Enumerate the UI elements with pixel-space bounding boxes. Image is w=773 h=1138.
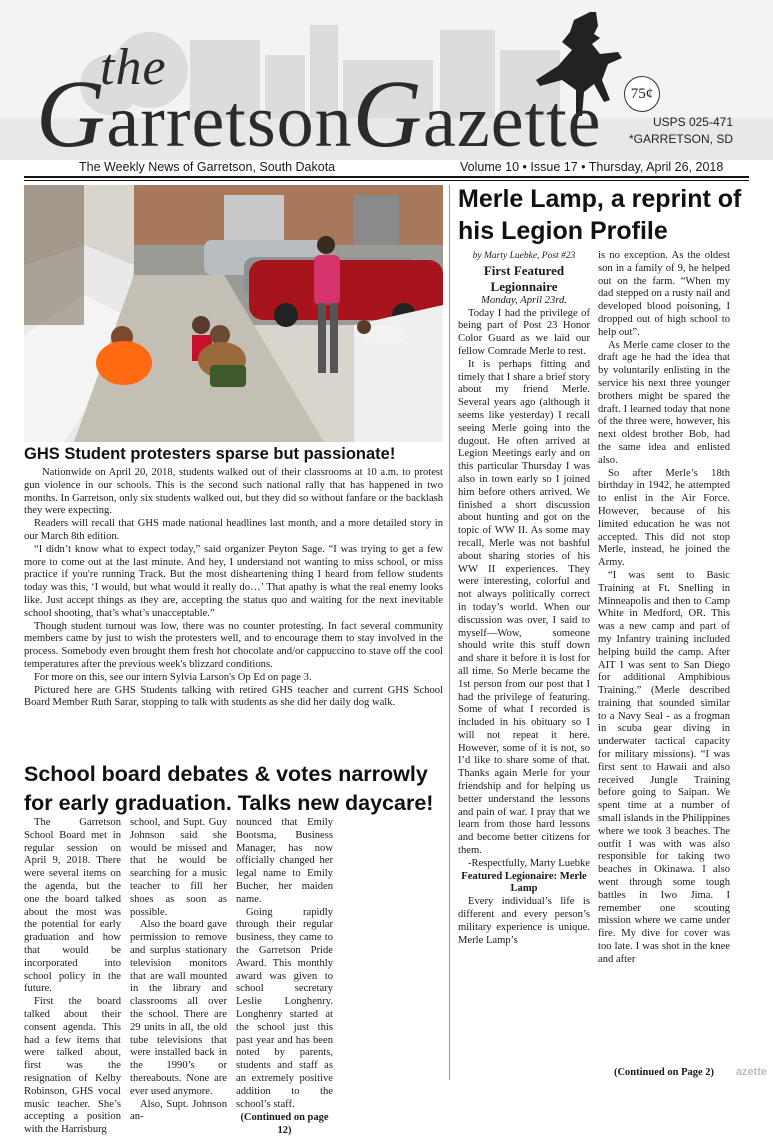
board-paragraph: The Garretson School Board met in regular session on April 9, 2018. There were several items on the agenda, but the one the board talked about the most was the potential for early graduation and how that would be incorporated into school policy in the future.	[24, 817, 121, 995]
merle-subhead: First Featured Legionnaire	[483, 262, 565, 294]
board-column-2	[130, 817, 227, 1123]
board-paragraph: school, and Supt. Guy Johnson said she would be missed and that he would be searching for a music teacher to fill her shoes as soon as possible.	[130, 817, 227, 918]
board-paragraph: Also, Supt. Johnson an-	[130, 1098, 227, 1123]
masthead-word-arretson: arretson	[106, 81, 353, 163]
masthead-rule	[24, 176, 749, 178]
masthead-title	[36, 58, 602, 169]
merle-byline: by Marty Luebke, Post #23	[472, 251, 576, 261]
merle-date: Monday, April 23rd.	[481, 294, 567, 306]
masthead-rule-thin	[24, 180, 749, 181]
location: *GARRETSON, SD	[628, 132, 733, 146]
ghs-paragraph: For more on this, see our intern Sylvia Larson's Op Ed on page 3.	[34, 671, 312, 683]
merle-signoff: -Respectfully, Marty Luebke	[468, 857, 590, 869]
usps-info	[629, 114, 733, 148]
board-column-1	[24, 817, 121, 1136]
merle-paragraph: As Merle came closer to the draft age he had the idea that by voluntarily enlisting in the service his next three younger brothers might be spared the draft. I learned today that none of the three were, however, his next oldest brother Bob, had the same idea and enlisted also.	[598, 339, 730, 466]
merle-paragraph: Every individual’s life is different and every person’s military experience is unique. Merle Lamp’s	[458, 896, 590, 946]
masthead-word-azette: azette	[423, 81, 602, 163]
board-paragraph: nounced that Emily Bootsma, Business Manager, has now officially changed her legal name to Emily Bucher, her maiden name.	[236, 817, 333, 905]
watermark-logo: azette	[735, 1066, 767, 1078]
column-divider	[449, 185, 450, 1080]
board-paragraph: Also the board gave permission to remove and surplus stationary television monitors that are wall mounted in the library and classrooms all over the school. There are 29 units in all, the old tube televisions that were installed back in the 1990’s or thereabouts. None are ever used anymore.	[130, 919, 227, 1097]
ghs-article-body	[24, 467, 443, 710]
price-badge: 75¢	[624, 76, 660, 112]
ghs-paragraph: Readers will recall that GHS made national headlines last month, and a more detailed story in our March 8th edition.	[24, 518, 443, 542]
tagline: The Weekly News of Garretson, South Dakota	[79, 160, 336, 174]
ghs-headline: GHS Student protesters sparse but passionate!	[24, 445, 396, 463]
masthead-the: the	[100, 39, 167, 96]
protest-photo	[24, 185, 443, 442]
issue-info: Volume 10 • Issue 17 • Thursday, April 26, 2018	[460, 160, 724, 174]
board-column-3	[236, 817, 333, 1137]
ghs-paragraph: Nationwide on April 20, 2018, students walked out of their classrooms at 10 a.m. to protest gun violence in our schools. This is the second such national rally that has happened in two months. In Garretson, only six students walked out, but they did so without fanfare or the backlash they were expecting.	[24, 467, 443, 517]
board-continued-link[interactable]: (Continued on page 12)	[240, 1112, 329, 1137]
board-paragraph: First the board talked about their consent agenda. This had a few items that were talked about, first was the resignation of Kelby Robinson, GHS vocal music teacher. She’s accepting a position with the Harrisburg	[24, 996, 121, 1136]
featured-legionaire-label: Featured Legionaire: Merle Lamp	[461, 870, 587, 895]
ghs-paragraph: Pictured here are GHS Students talking with retired GHS teacher and current GHS School Board Member Ruth Sarar, stopping to talk with students as she did her daily dog walk.	[24, 684, 443, 709]
merle-continued-link[interactable]: (Continued on Page 2)	[613, 1067, 715, 1078]
merle-paragraph: Today I had the privilege of being part of Post 23 Honor Color Guard as we laid our fellow Comrade Merle to rest.	[458, 307, 590, 357]
merle-column-2	[598, 250, 730, 1080]
board-headline: School board debates & votes narrowly for early graduation. Talks new daycare!	[24, 762, 434, 815]
masthead-letter-g2: G	[352, 60, 423, 167]
merle-column-1	[458, 250, 590, 1080]
board-paragraph: Going rapidly through their regular business, they came to the Garretson Pride Award. This monthly award was given to school secretary Leslie Longhenry. Longhenry started at the school just this past year and has been noted by parents, students and staff as an extremely positive addition to the school’s staff.	[236, 906, 333, 1110]
usps-number: USPS 025-471	[652, 115, 733, 129]
merle-paragraph: is no exception. As the oldest son in a family of 9, he helped out on the farm. “When my dad stepped on a rusty nail and developed blood poisoning, I dropped out of high school to help out”.	[598, 250, 730, 338]
merle-paragraph: It is perhaps fitting and timely that I share a brief story about my friend Merle. Several years ago (although it seems like yesterday) I recall seeing Merle going into the dugout. He often arrived at Legion Meetings early and on this particular Thursday I was also in town early so I joined him before others arrived. We finished a short discussion about hunting and got on the topic of WW II. As some may recall, Merle was not bashful about sharing stories of his WW II experiences. They were interesting, colorful and not always politically correct in today’s world. When our discussion was over, I said to myself—Wow, someone should write this stuff down and share it before it is lost for all time. So Merle became the 1st person from our post that I had the privilege of featuring. Some of what I recorded is included in his obituary so I will not repeat it here. However, some of it is not, so I’d like to share some of that. Thanks again Merle for your friendship and for helping us better understand the lessons and pain of war. I pray that we learn from those hard lessons and become better citizens for them.	[458, 358, 590, 857]
masthead-letter-g1: G	[36, 60, 107, 167]
ghs-paragraph: “I didn’t know what to expect today,” said organizer Peyton Sage. “I was trying to get a few more to come out at the last minute. And hey, I understand not wanting to miss school, or miss practice if you're running Track. But the most disheartening thing I heard from fellow students today was this, ‘I would, but what would it really do…’ That apathy is what the real enemy looks like. Just accept things as they are, accepting the status quo and waiting for the next inevitable school shooting, that’s what’s unacceptable.”	[24, 543, 443, 619]
merle-paragraph: So after Merle’s 18th birthday in 1942, he attempted to enlist in the Air Force. However, because of his limited education he was not accepted. This did not stop Merle, instead, he joined the Army.	[598, 467, 730, 569]
merle-paragraph: “I was sent to Basic Training at Ft. Snelling in Minneapolis and then to Camp White in Medford, OR. This was a new camp and part of my Infantry training included helping build the camp. After AIT I was sent to San Diego for additional Amphibious Training.” (Merle described training that sounded similar to a Navy Seal - as a frogman in scuba gear diving in underwater tactical capacity for military missions). “I was first sent to Hawaii and also received Jungle Training before going to Saipan. We spent time at a number of small islands in the Philippines where we took 3 beaches. The outfit I was with was also responsible for taking two beaches in Okinawa. I also went through some tough battles in Iwo Jima. I remember one scouting mission where we came under fire. My dive for cover was too late. I was shot in the knee and after	[598, 569, 730, 965]
merle-headline: Merle Lamp, a reprint of his Legion Profile	[458, 185, 742, 245]
ghs-paragraph: Though student turnout was low, there was no counter protesting. In fact several community members came by just to wish the protesters well, and to encourage them to stay involved in the process. Somebody even brought them fresh hot chocolate and/or cappuccino to stave off the cool temperatures after the previous week's blizzard conditions.	[24, 620, 443, 670]
protest-photo-illustration	[24, 185, 443, 442]
